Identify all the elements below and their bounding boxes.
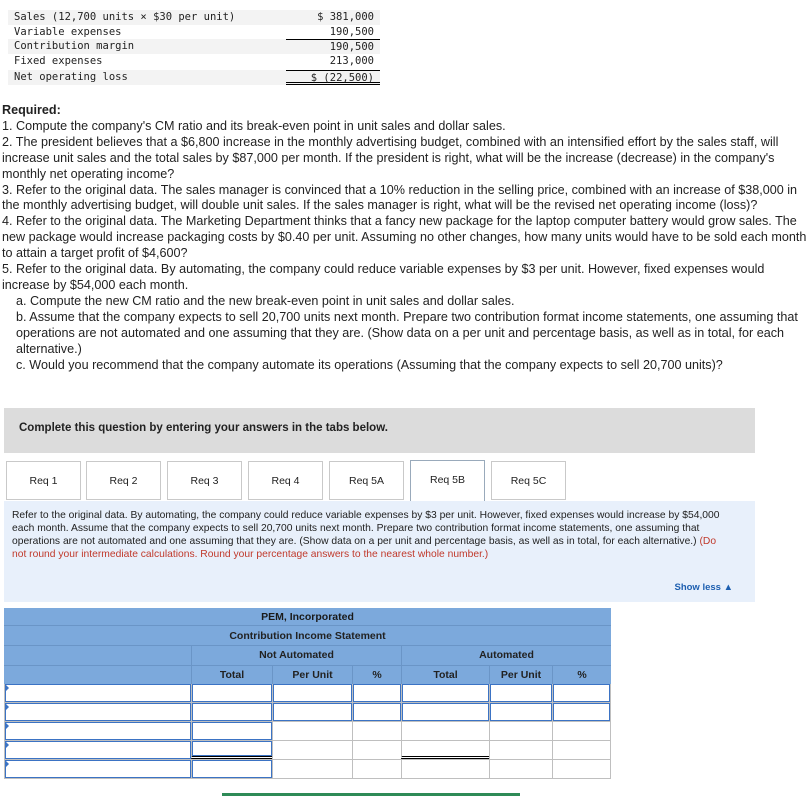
statement-row-variable: Variable expenses 190,500 xyxy=(14,25,374,38)
group-automated: Automated xyxy=(401,646,611,665)
required-item-4: 4. Refer to the original data. The Marketing Department thinks that a fancy new package for the laptop computer battery would grow sales. The new package would increase packaging costs by $0.40 per unit. Assuming no other changes, how many units would have to be sold each month to attain a target profit of $4,600? xyxy=(2,214,807,261)
required-subitem-b: b. Assume that the company expects to sell 20,700 units next month. Prepare two contribution format income statements, one assuming that operations are not automated and one assuming that they are. (Show data on a per unit and percentage basis, as well as in total, for each alternative.) xyxy=(16,309,798,356)
cell-input[interactable] xyxy=(552,703,611,721)
row-label-input[interactable] xyxy=(4,722,191,740)
footer-accent-bar xyxy=(222,793,520,796)
worksheet-row xyxy=(4,722,611,741)
worksheet-title: Contribution Income Statement xyxy=(4,626,611,646)
cell-input[interactable] xyxy=(191,684,272,702)
col-total-automated: Total xyxy=(401,666,489,684)
tab-req-4[interactable]: Req 4 xyxy=(248,461,323,500)
required-subitem-a: a. Compute the new CM ratio and the new break-even point in unit sales and dollar sales. xyxy=(16,293,515,308)
cell-input[interactable] xyxy=(191,760,272,778)
show-less-link[interactable]: Show less ▲ xyxy=(674,582,733,593)
cell-input[interactable] xyxy=(401,684,489,702)
instructions-band xyxy=(4,408,755,453)
col-total-not-automated: Total xyxy=(191,666,272,684)
requirement-tabs xyxy=(4,460,755,501)
worksheet-row xyxy=(4,760,611,779)
statement-row-cm: Contribution margin 190,500 xyxy=(8,39,380,54)
cell-input[interactable] xyxy=(191,703,272,721)
required-heading: Required: xyxy=(2,103,61,117)
cell-input[interactable] xyxy=(401,703,489,721)
panel-rounding-note: (Do not round your intermediate calculations. Round your percentage answers to the nearest whole number.) xyxy=(12,535,717,560)
cell-input[interactable] xyxy=(552,684,611,702)
row-label-input[interactable] xyxy=(4,760,191,778)
row-label-input[interactable] xyxy=(4,741,191,759)
col-per-unit-not-automated: Per Unit xyxy=(272,666,352,684)
worksheet-row xyxy=(4,684,611,703)
col-per-unit-automated: Per Unit xyxy=(489,666,552,684)
tab-req-3[interactable]: Req 3 xyxy=(167,461,242,500)
cell-input[interactable] xyxy=(352,684,401,702)
tab-req-2[interactable]: Req 2 xyxy=(86,461,161,500)
cell-input[interactable] xyxy=(191,722,272,740)
col-percent-automated: % xyxy=(552,666,611,684)
required-section xyxy=(2,103,808,373)
question-panel xyxy=(4,501,755,602)
required-item-5: 5. Refer to the original data. By automating, the company could reduce variable expenses by $3 per unit. However, fixed expenses would increase by $54,000 each month. xyxy=(2,262,765,292)
instructions-text: Complete this question by entering your answers in the tabs below. xyxy=(19,422,388,434)
row-label-input[interactable] xyxy=(4,684,191,702)
cell-input[interactable] xyxy=(352,703,401,721)
col-percent-not-automated: % xyxy=(352,666,401,684)
income-statement-worksheet xyxy=(4,608,611,779)
tab-req-5b[interactable]: Req 5B xyxy=(410,460,485,502)
worksheet-row xyxy=(4,703,611,722)
worksheet-company: PEM, Incorporated xyxy=(4,608,611,626)
tab-req-1[interactable]: Req 1 xyxy=(6,461,81,500)
tab-req-5a[interactable]: Req 5A xyxy=(329,461,404,500)
cell-input[interactable] xyxy=(272,684,352,702)
tab-req-5c[interactable]: Req 5C xyxy=(491,461,566,500)
worksheet-row xyxy=(4,741,611,760)
panel-instructions: Refer to the original data. By automating, the company could reduce variable expenses by $3 per unit. However, fixed expenses would increase by $54,000 each month. Assume that the company expects to sell 20,700 units next month. Prepare two contribution format income statements, one assuming that operations are not automated and one assuming that they are. (Show data on a per unit and percentage basis, as well as in total, for each alternative.) xyxy=(12,510,720,547)
statement-row-net: Net operating loss $ (22,500) xyxy=(8,70,380,85)
cell-input[interactable] xyxy=(191,741,272,759)
row-label-input[interactable] xyxy=(4,703,191,721)
required-item-2: 2. The president believes that a $6,800 increase in the monthly advertising budget, combined with an intensified effort by the sales staff, will increase unit sales and the total sales by $87,000 per month. If the president is right, what will be the increase (decrease) in the company's monthly net operating income? xyxy=(2,134,779,181)
statement-row-sales: Sales (12,700 units × $30 per unit) $ 381,000 xyxy=(8,10,380,25)
cell-input[interactable] xyxy=(489,703,552,721)
group-not-automated: Not Automated xyxy=(191,646,401,665)
required-item-1: 1. Compute the company's CM ratio and its break-even point in unit sales and dollar sales. xyxy=(2,118,506,133)
required-item-3: 3. Refer to the original data. The sales manager is convinced that a 10% reduction in the selling price, combined with an increase of $38,000 in the monthly advertising budget, will double unit sales. If the sales manager is right, what will be the revised net operating income (loss)? xyxy=(2,182,798,213)
cell-input[interactable] xyxy=(489,684,552,702)
income-statement xyxy=(8,10,380,85)
required-subitem-c: c. Would you recommend that the company automate its operations (Assuming that the company expects to sell 20,700 units)? xyxy=(16,357,723,372)
statement-row-fixed: Fixed expenses 213,000 xyxy=(14,54,374,67)
cell-input[interactable] xyxy=(272,703,352,721)
